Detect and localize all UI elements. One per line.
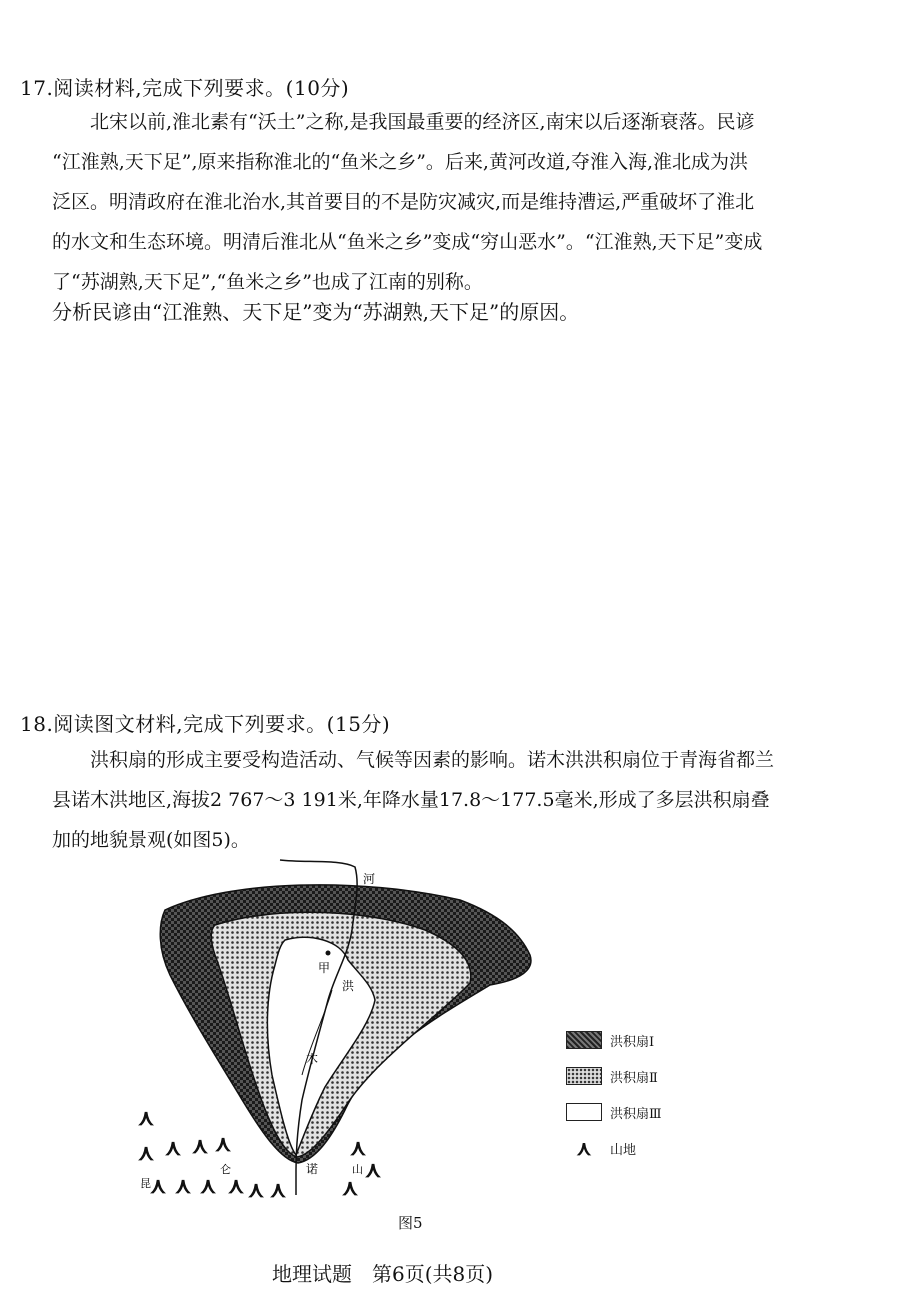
fan-2-swatch [566,1067,602,1085]
legend-item-mountain [566,1130,716,1166]
map-legend [566,1022,716,1166]
material-line: 的水文和生态环境。明清后淮北从“鱼米之乡”变成“穷山恶水”。“江淮熟,天下足”变成 [52,231,763,253]
kunlun-label-shan: 山 [352,1163,363,1176]
svg-text:⋏: ⋏ [215,1131,232,1157]
legend-item-fan-1 [566,1022,716,1058]
legend-label: 洪积扇Ⅰ [610,1034,655,1050]
svg-text:⋏: ⋏ [150,1173,167,1199]
svg-text:⋏: ⋏ [165,1135,182,1161]
figure-caption: 图5 [398,1214,423,1232]
question-17-material [52,102,812,302]
svg-text:⋏: ⋏ [138,1105,155,1131]
river-label-hong: 洪 [342,979,355,993]
svg-text:⋏: ⋏ [350,1135,367,1161]
fan-1-swatch [566,1031,602,1049]
fan-3-swatch [566,1103,602,1121]
question-18-heading: 18.阅读图文材料,完成下列要求。(15分) [20,712,391,736]
question-17-task: 分析民谚由“江淮熟、天下足”变为“苏湖熟,天下足”的原因。 [52,300,580,324]
svg-text:⋏: ⋏ [342,1175,359,1201]
material-line: “江淮熟,天下足”,原来指称淮北的“鱼米之乡”。后来,黄河改道,夺淮入海,淮北成为洪 [52,151,749,173]
question-18-material [52,740,812,860]
legend-item-fan-2 [566,1058,716,1094]
mountain-icon: ⋏ [576,1136,592,1160]
svg-text:⋏: ⋏ [248,1177,265,1203]
svg-text:⋏: ⋏ [192,1133,209,1159]
question-17-heading: 17.阅读材料,完成下列要求。(10分) [20,76,350,100]
svg-text:⋏: ⋏ [200,1173,217,1199]
material-line: 北宋以前,淮北素有“沃土”之称,是我国最重要的经济区,南宋以后逐渐衰落。民谚 [90,111,755,133]
page-footer: 地理试题 第6页(共8页) [272,1262,494,1286]
material-line: 洪积扇的形成主要受构造活动、气候等因素的影响。诺木洪洪积扇位于青海省都兰 [90,749,775,771]
svg-text:⋏: ⋏ [228,1173,245,1199]
svg-text:⋏: ⋏ [365,1157,382,1183]
svg-text:⋏: ⋏ [175,1173,192,1199]
point-jia-marker [326,951,331,956]
material-line: 县诺木洪地区,海拔2 767～3 191米,年降水量17.8～177.5毫米,形成了多层洪积扇叠 [52,789,770,811]
kunlun-label-lun: 仑 [220,1163,231,1176]
legend-label: 洪积扇Ⅲ [610,1106,662,1122]
point-jia-label: 甲 [318,961,331,975]
material-line: 泛区。明清政府在淮北治水,其首要目的不是防灾减灾,而是维持漕运,严重破坏了淮北 [52,191,755,213]
material-line: 加的地貌景观(如图5)。 [52,829,250,851]
material-line: 了“苏湖熟,天下足”,“鱼米之乡”也成了江南的别称。 [52,271,483,293]
kunlun-label-kun: 昆 [140,1177,151,1190]
river-label-he: 河 [363,872,376,886]
legend-item-fan-3 [566,1094,716,1130]
river-label-mu: 木 [306,1052,319,1066]
river-label-nuo: 诺 [306,1162,319,1176]
svg-text:⋏: ⋏ [138,1140,155,1166]
legend-label: 洪积扇Ⅱ [610,1070,658,1086]
svg-text:⋏: ⋏ [270,1177,287,1203]
legend-label: 山地 [610,1142,637,1158]
